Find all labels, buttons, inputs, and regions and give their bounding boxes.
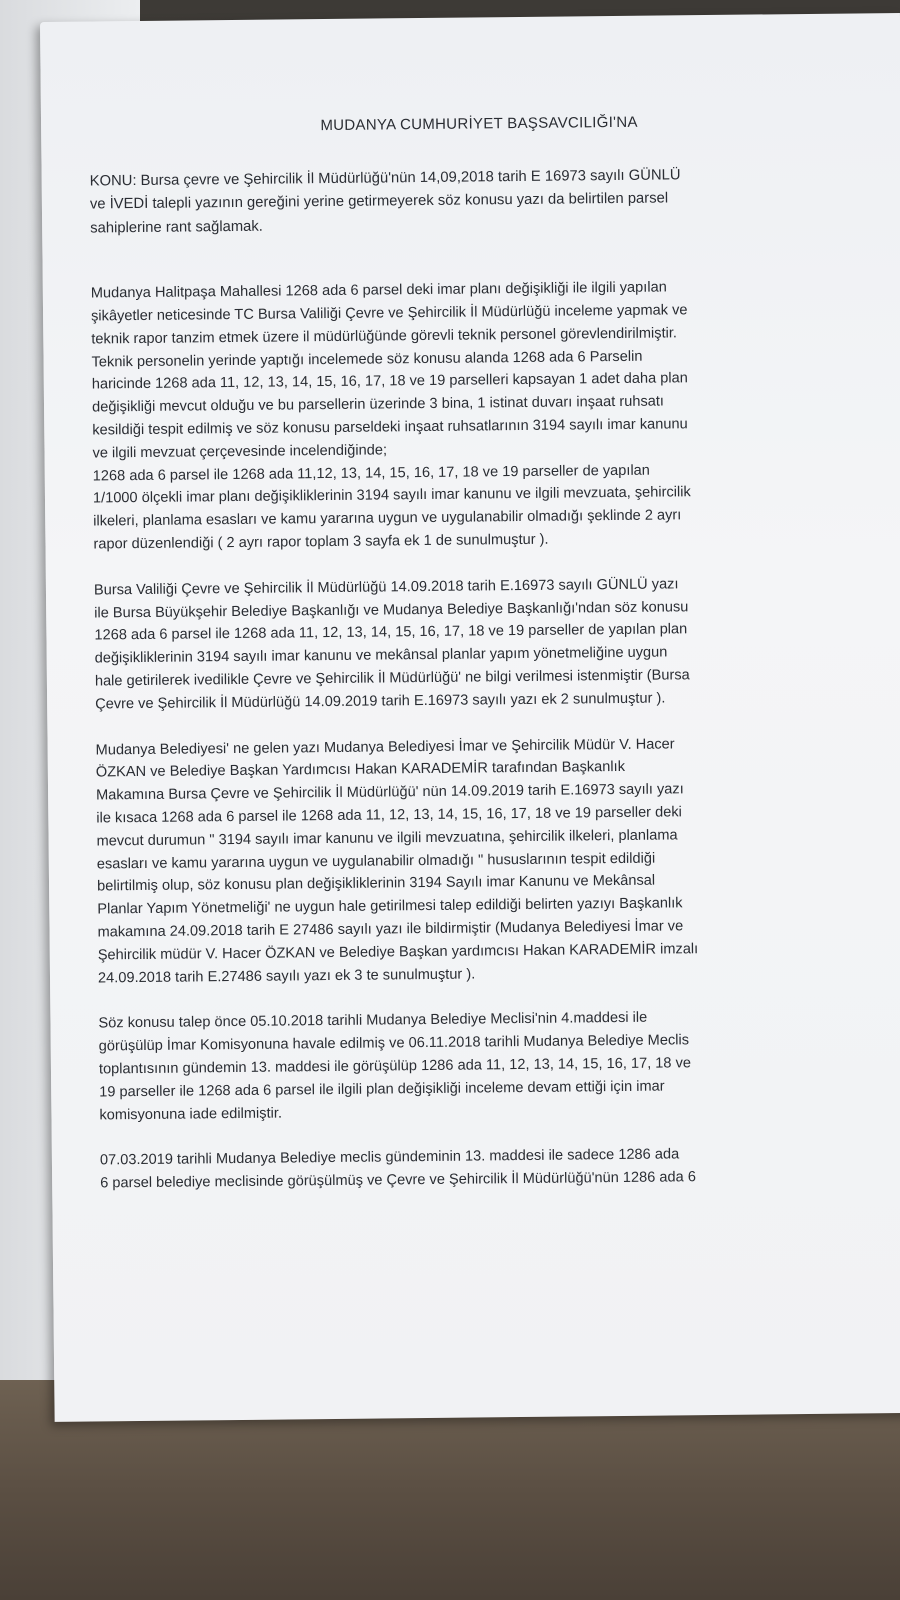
subject-line: KONU: Bursa çevre ve Şehircilik İl Müdürlüğü'nün 14,09,2018 tarih E 16973 sayılı GÜNLÜ bbox=[89, 167, 681, 190]
paragraph-5 bbox=[100, 1142, 860, 1196]
text-line: 6 parsel belediye meclisinde görüşülmüş ve Çevre ve Şehircilik İl Müdürlüğü'nün 1286 ada 6 bbox=[100, 1169, 696, 1192]
paragraph-4 bbox=[98, 1005, 859, 1127]
text-line: ÖZKAN ve Belediye Başkan Yardımcısı Hakan KARADEMİR tarafından Başkanlık bbox=[95, 759, 626, 781]
text-line: haricinde 1268 ada 11, 12, 13, 14, 15, 16, 17, 18 ve 19 parselleri kapsayan 1 adet daha plan bbox=[91, 370, 688, 393]
text-line: Şehircilik müdür V. Hacer ÖZKAN ve Belediye Başkan yardımcısı Hakan KARADEMİR imzalı bbox=[97, 940, 699, 964]
text-line: Mudanya Belediyesi' ne gelen yazı Mudanya Belediyesi İmar ve Şehircilik Müdür V. Hacer bbox=[95, 736, 675, 759]
paragraph-3 bbox=[96, 731, 859, 990]
text-line: belirtilmiş olup, söz konusu plan değişikliklerinin 3194 Sayılı imar Kanunu ve Mekânsal bbox=[96, 873, 656, 895]
text-line: 07.03.2019 tarihli Mudanya Belediye meclis gündeminin 13. maddesi ile sadece 1286 ada bbox=[99, 1146, 680, 1169]
text-line: mevcut durumun " 3194 sayılı imar kanunu ve ilgili mevzuatına, şehircilik ilkeleri, planlama bbox=[96, 827, 678, 850]
text-line: 1268 ada 6 parsel ile 1268 ada 11,12, 13, 14, 15, 16, 17, 18 ve 19 parseller de yapılan bbox=[92, 462, 650, 485]
document-page bbox=[40, 13, 900, 1422]
text-line: Planlar Yapım Yönetmeliği' ne uygun hale getirilmesi talep edildiği belirten yazıyı Başkanlık bbox=[97, 895, 683, 918]
text-line: ile Bursa Büyükşehir Belediye Başkanlığı ve Mudanya Belediye Başkanlığı'ndan söz konusu bbox=[94, 598, 689, 622]
text-line: ilkeleri, planlama esasları ve kamu yararına uygun ve uygulanabilir olmadığı şeklinde 2 ayrı bbox=[93, 507, 682, 530]
text-line: Teknik personelin yerinde yaptığı incelemede söz konusu alanda 1268 ada 6 Parselin bbox=[91, 348, 643, 371]
text-line: Söz konusu talep önce 05.10.2018 tarihli Mudanya Belediye Meclisi'nin 4.maddesi ile bbox=[98, 1010, 648, 1032]
text-line: kesildiği tespit edilmiş ve söz konusu parseldeki inşaat ruhsatlarının 3194 sayılı imar kanunu bbox=[92, 416, 688, 439]
text-line: görüşülüp İmar Komisyonuna havale edilmiş ve 06.11.2018 tarihli Mudanya Belediye Meclis bbox=[98, 1032, 690, 1055]
text-line: Mudanya Halitpaşa Mahallesi 1268 ada 6 parsel deki imar planı değişikliği ile ilgili yapılan bbox=[90, 279, 667, 302]
text-line: hale getirilerek ivedilikle Çevre ve Şehircilik İl Müdürlüğü' ne bilgi verilmesi istenmiştir (Bursa bbox=[94, 667, 690, 690]
text-line: ile kısaca 1268 ada 6 parsel ile 1268 ada 11, 12, 13, 14, 15, 16, 17, 18 ve 19 parseller deki bbox=[96, 804, 682, 827]
text-line: Bursa Valiliği Çevre ve Şehircilik İl Müdürlüğü 14.09.2018 tarih E.16973 sayılı GÜNLÜ yazı bbox=[93, 576, 679, 599]
subject-line: sahiplerine rant sağlamak. bbox=[90, 218, 263, 237]
text-line: toplantısının gündemin 13. maddesi ile görüşülüp 1286 ada 11, 12, 13, 14, 15, 16, 17, 18 ve bbox=[98, 1055, 692, 1078]
text-line: 1/1000 ölçekli imar planı değişikliklerinin 3194 sayılı imar kanunu ve ilgili mevzuata, şehircilik bbox=[92, 484, 691, 507]
text-line: 19 parseller ile 1268 ada 6 parsel ile ilgili plan değişikliği inceleme devam ettiği için imar bbox=[99, 1078, 665, 1101]
subject-block bbox=[90, 162, 851, 240]
text-line: esasları ve kamu yararına uygun ve uygulanabilir olmadığı " hususlarının tespit edildiği bbox=[96, 850, 656, 873]
text-line: şikâyetler neticesinde TC Bursa Valiliği Çevre ve Şehircilik İl Müdürlüğü inceleme yapmak ve bbox=[91, 302, 688, 325]
paragraph-2 bbox=[94, 571, 855, 716]
text-line: komisyonuna iade edilmiştir. bbox=[99, 1105, 283, 1124]
text-line: 24.09.2018 tarih E.27486 sayılı yazı ek 3 te sunulmuştur ). bbox=[97, 966, 476, 987]
text-line: rapor düzenlendiği ( 2 ayrı rapor toplam 3 sayfa ek 1 de sunulmuştur ). bbox=[93, 531, 549, 553]
subject-line: ve İVEDİ talepli yazının gereğini yerine getirmeyerek söz konusu yazı da belirtilen parsel bbox=[89, 190, 669, 213]
paragraph-1 bbox=[91, 275, 854, 557]
document-heading: MUDANYA CUMHURİYET BAŞSAVCILIĞI'NA bbox=[320, 113, 638, 135]
document-content bbox=[89, 110, 860, 1219]
text-line: ve ilgili mevzuat çerçevesinde incelendiğinde; bbox=[92, 442, 388, 462]
text-line: Makamına Bursa Çevre ve Şehircilik İl Müdürlüğü' nün 14.09.2019 tarih E.16973 sayılı yazı bbox=[96, 781, 684, 804]
text-line: değişikliklerinin 3194 sayılı imar kanunu ve mekânsal planlar yapım yönetmeliğine uygun bbox=[94, 644, 668, 667]
text-line: makamına 24.09.2018 tarih E 27486 sayılı yazı ile bildirmiştir (Mudanya Belediyesi İmar ve bbox=[97, 918, 684, 941]
text-line: değişikliği mevcut olduğu ve bu parsellerin üzerinde 3 bina, 1 istinat duvarı inşaat ruhsatı bbox=[91, 393, 665, 416]
text-line: teknik rapor tanzim etmek üzere il müdürlüğünde görevli teknik personel görevlendirilmiştir. bbox=[91, 325, 678, 348]
text-line: 1268 ada 6 parsel ile 1268 ada 11, 12, 13, 14, 15, 16, 17, 18 ve 19 parseller de yapılan plan bbox=[94, 621, 688, 644]
text-line: Çevre ve Şehircilik İl Müdürlüğü 14.09.2019 tarih E.16973 sayılı yazı ek 2 sunulmuştur ). bbox=[95, 690, 666, 713]
